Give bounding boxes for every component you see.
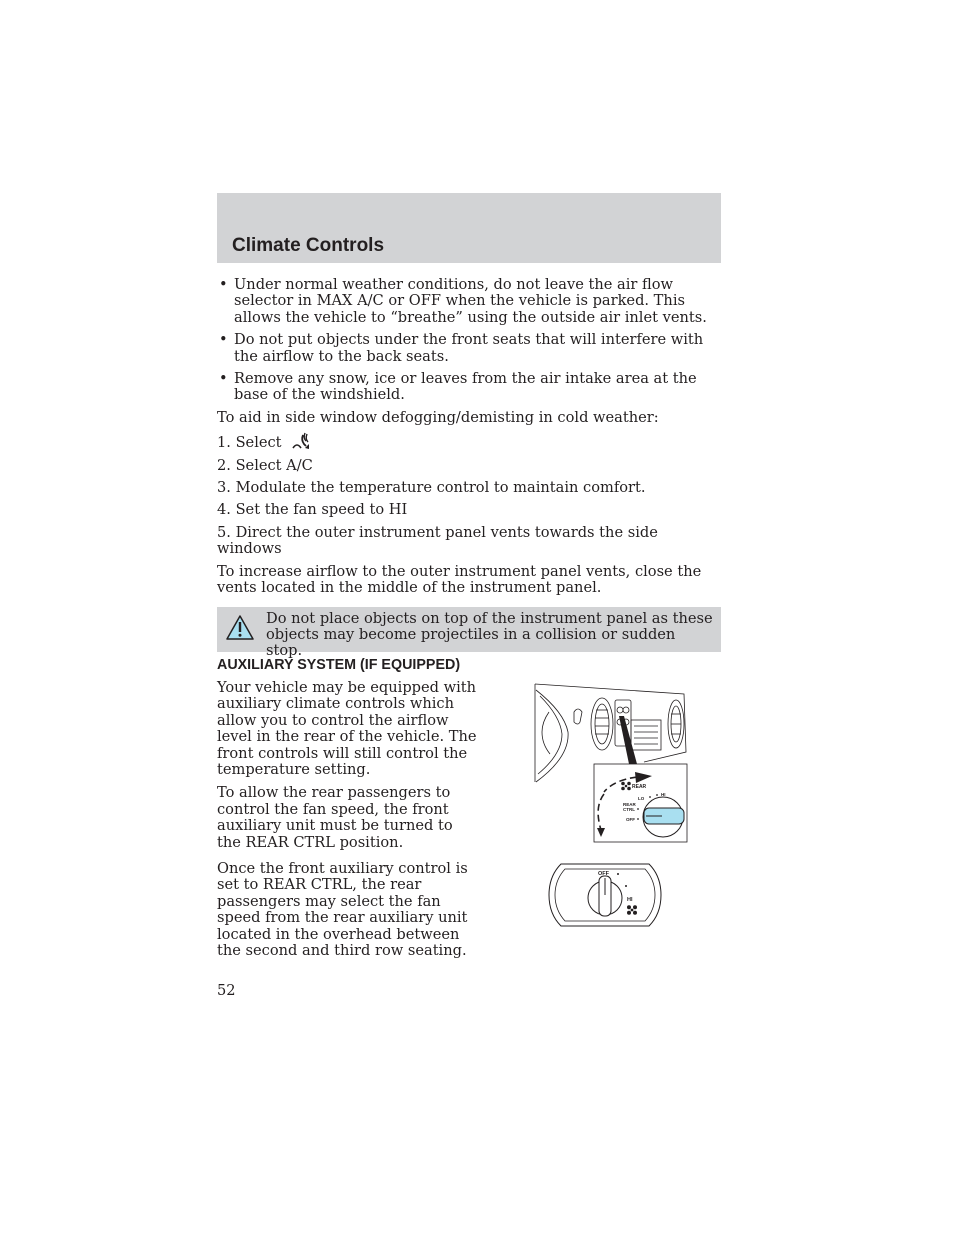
step-5: 5. Direct the outer instrument panel vents towards the side windows bbox=[217, 523, 658, 558]
knob-label-off: OFF bbox=[626, 817, 635, 822]
step-text: 1. Select bbox=[217, 434, 282, 452]
step-3: 3. Modulate the temperature control to maintain comfort. bbox=[217, 479, 646, 497]
section-header bbox=[217, 193, 721, 263]
warning-text: Do not place objects on top of the instrument panel as these objects may become projectiles in a collision or sudden stop. bbox=[266, 609, 713, 660]
step-1 bbox=[217, 432, 721, 451]
knob-label-rear: REAR bbox=[632, 784, 647, 790]
aux-paragraph: Once the front auxiliary control is set to REAR CTRL, the rear passengers may select the fan speed from the rear auxiliary unit located in the overhead between the second and third row seating. bbox=[217, 860, 468, 960]
knob-label-rear-ctrl-2: CTRL bbox=[623, 807, 635, 812]
knob-label-lo: LO bbox=[638, 796, 645, 801]
step-2: 2. Select A/C bbox=[217, 456, 313, 474]
fan-icon bbox=[621, 782, 631, 791]
knob-label-rear-ctrl-1: REAR bbox=[623, 802, 636, 807]
list-item: • Under normal weather conditions, do not leave the air flow selector in MAX A/C or OFF when the vehicle is parked. This allows the vehicle to “breathe” using the outside air inlet vents. bbox=[217, 277, 721, 326]
list-item: • Remove any snow, ice or leaves from the air intake area at the base of the windshield. bbox=[217, 371, 721, 404]
list-item: • Do not put objects under the front seats that will interfere with the airflow to the back seats. bbox=[217, 332, 721, 365]
airflow-tip: To increase airflow to the outer instrument panel vents, close the vents located in the middle of the instrument panel. bbox=[217, 562, 702, 597]
rear-auxiliary-control-illustration bbox=[547, 862, 663, 928]
warning-triangle-icon bbox=[225, 614, 255, 641]
rear-knob-label-off: OFF bbox=[598, 871, 609, 877]
page-number: 52 bbox=[217, 982, 236, 999]
defog-intro: To aid in side window defogging/demisting in cold weather: bbox=[217, 408, 659, 426]
rear-knob-label-hi: HI bbox=[627, 897, 633, 903]
aux-paragraph: Your vehicle may be equipped with auxiliary climate controls which allow you to control the airflow level in the rear of the vehicle. The front controls will still control the temperature setting. bbox=[217, 679, 477, 779]
aux-text bbox=[217, 680, 479, 967]
fan-icon bbox=[627, 905, 637, 914]
step-4: 4. Set the fan speed to HI bbox=[217, 501, 408, 519]
knob-label-hi: HI bbox=[661, 792, 666, 797]
warning-box bbox=[217, 607, 721, 660]
main-content bbox=[217, 276, 721, 660]
bullet-list bbox=[217, 277, 721, 404]
aux-paragraph: To allow the rear passengers to control the fan speed, the front auxiliary unit must be turned to the REAR CTRL position. bbox=[217, 784, 453, 851]
aux-heading: AUXILIARY SYSTEM (IF EQUIPPED) bbox=[217, 657, 461, 673]
front-auxiliary-control-illustration bbox=[534, 682, 690, 844]
page-title: Climate Controls bbox=[232, 235, 385, 256]
floor-defrost-icon bbox=[290, 432, 310, 450]
